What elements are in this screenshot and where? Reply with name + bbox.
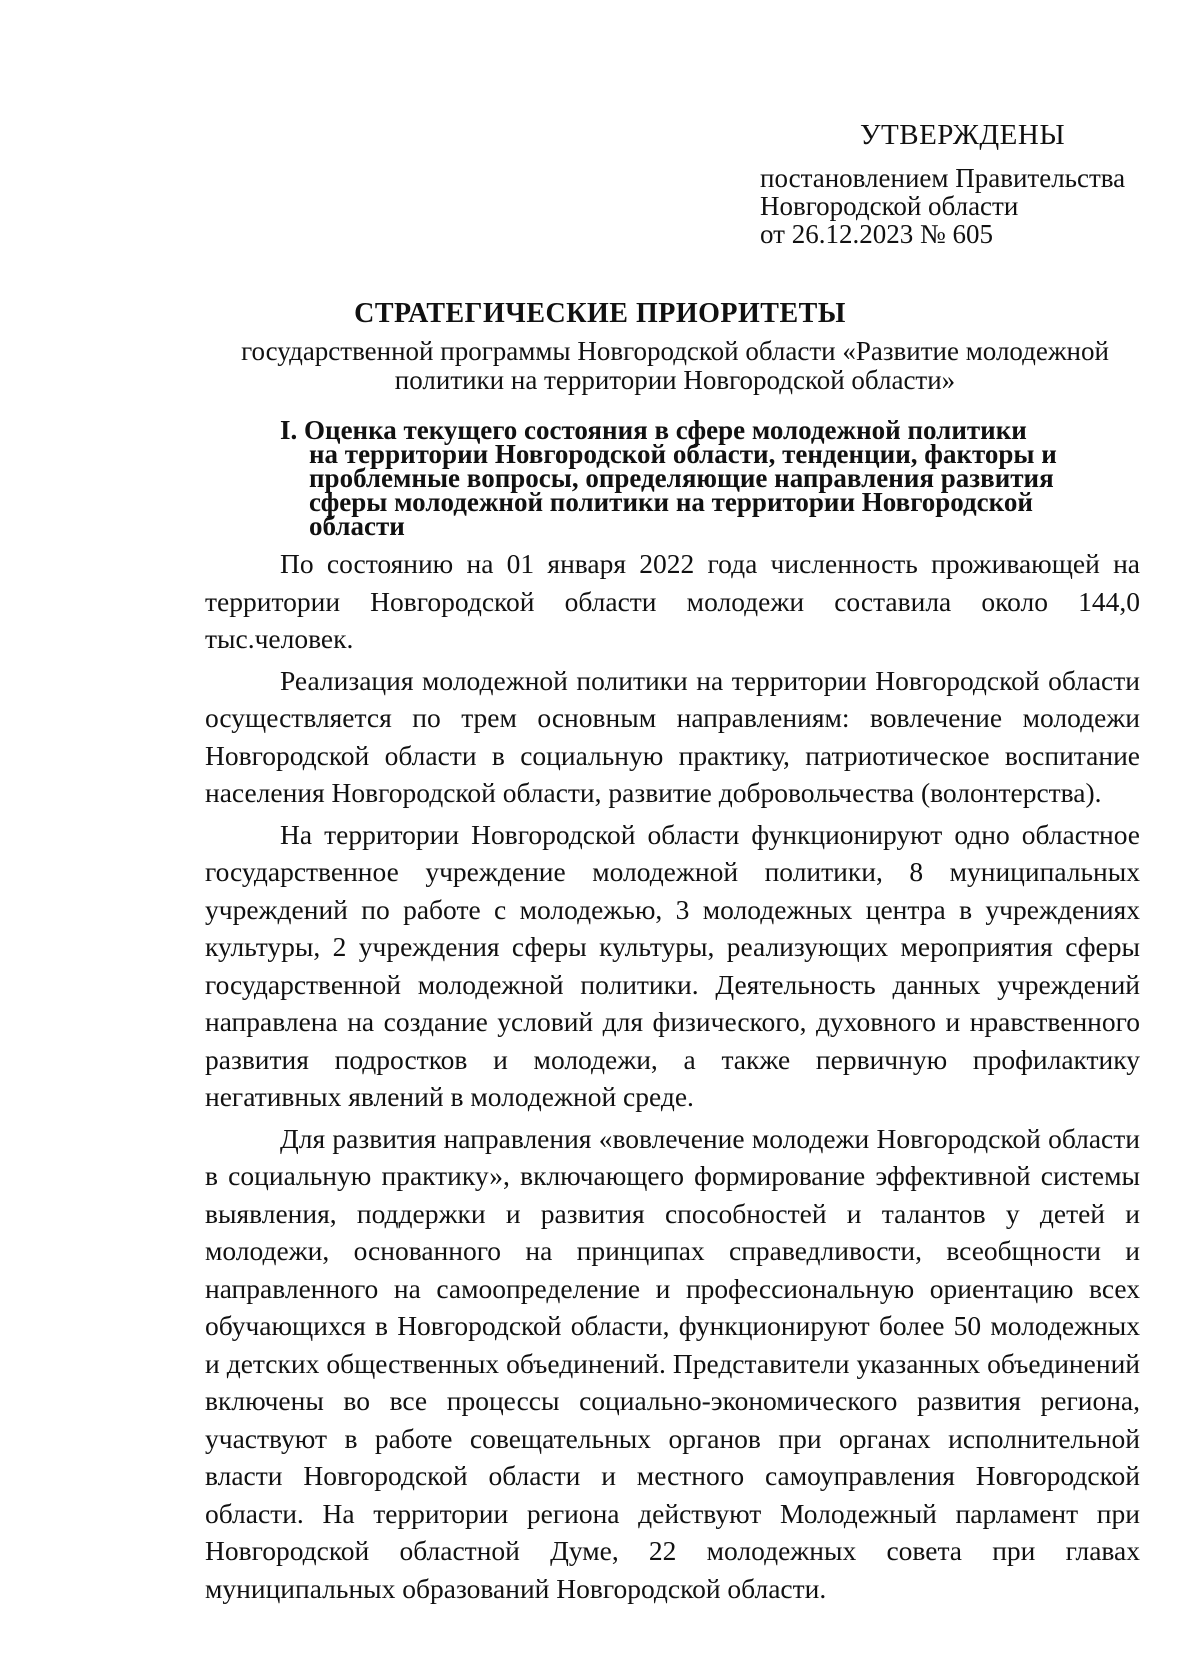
section-heading-line: проблемные вопросы, определяющие направления развития	[309, 463, 1054, 493]
document-subtitle-line: государственной программы Новгородской области «Развитие молодежной	[241, 336, 1109, 366]
approval-title: УТВЕРЖДЕНЫ	[860, 119, 1066, 151]
approval-line-region: Новгородской области	[760, 191, 1019, 221]
approval-line-date-number: от 26.12.2023 № 605	[760, 219, 993, 249]
section-heading-line: на территории Новгородской области, тенденции, факторы и	[309, 439, 1057, 469]
body-paragraph: Реализация молодежной политики на территории Новгородской области осуществляется по трем основным направлениям: вовлечение молодежи Новгородской области в социальную практику, патриотическое воспитание населения Новгородской области, развитие добровольчества (волонтерства).	[205, 664, 1140, 808]
approval-line-resolution: постановлением Правительства	[760, 163, 1126, 193]
section-heading-line: области	[309, 511, 405, 541]
document-subtitle	[200, 337, 1150, 395]
section-heading-line: I. Оценка текущего состояния в сфере молодежной политики	[280, 415, 1027, 445]
section-heading	[280, 415, 1140, 541]
body-paragraph: На территории Новгородской области функционируют одно областное государственное учреждение молодежной политики, 8 муниципальных учреждений по работе с молодежью, 3 молодежных центра в учреждениях культуры, 2 учреждения сферы культуры, реализующих мероприятия сферы государственной молодежной политики. Деятельность данных учреждений направлена на создание условий для физического, духовного и нравственного развития подростков и молодежи, а также первичную профилактику негативных явлений в молодежной среде.	[205, 818, 1140, 1112]
document-subtitle-line: политики на территории Новгородской области»	[394, 365, 956, 395]
section-heading-line: сферы молодежной политики на территории Новгородской	[309, 487, 1033, 517]
body-paragraph: Для развития направления «вовлечение молодежи Новгородской области в социальную практику», включающего формирование эффективной системы выявления, поддержки и развития способностей и талантов у детей и молодежи, основанного на принципах справедливости, всеобщности и направленного на самоопределение и профессиональную ориентацию всех обучающихся в Новгородской области, функционируют более 50 молодежных и детских общественных объединений. Представители указанных объединений включены во все процессы социально-экономического развития региона, участвуют в работе совещательных органов при органах исполнительной власти Новгородской области и местного самоуправления Новгородской области. На территории региона действуют Молодежный парламент при Новгородской областной Думе, 22 молодежных совета при главах муниципальных образований Новгородской области.	[205, 1122, 1140, 1604]
document-title: СТРАТЕГИЧЕСКИЕ ПРИОРИТЕТЫ	[354, 298, 846, 329]
body-paragraph: По состоянию на 01 января 2022 года численность проживающей на территории Новгородской области молодежи составила около 144,0 тыс.человек.	[205, 548, 1140, 654]
section-body	[205, 545, 1140, 1611]
approval-stamp-block	[760, 118, 1160, 248]
